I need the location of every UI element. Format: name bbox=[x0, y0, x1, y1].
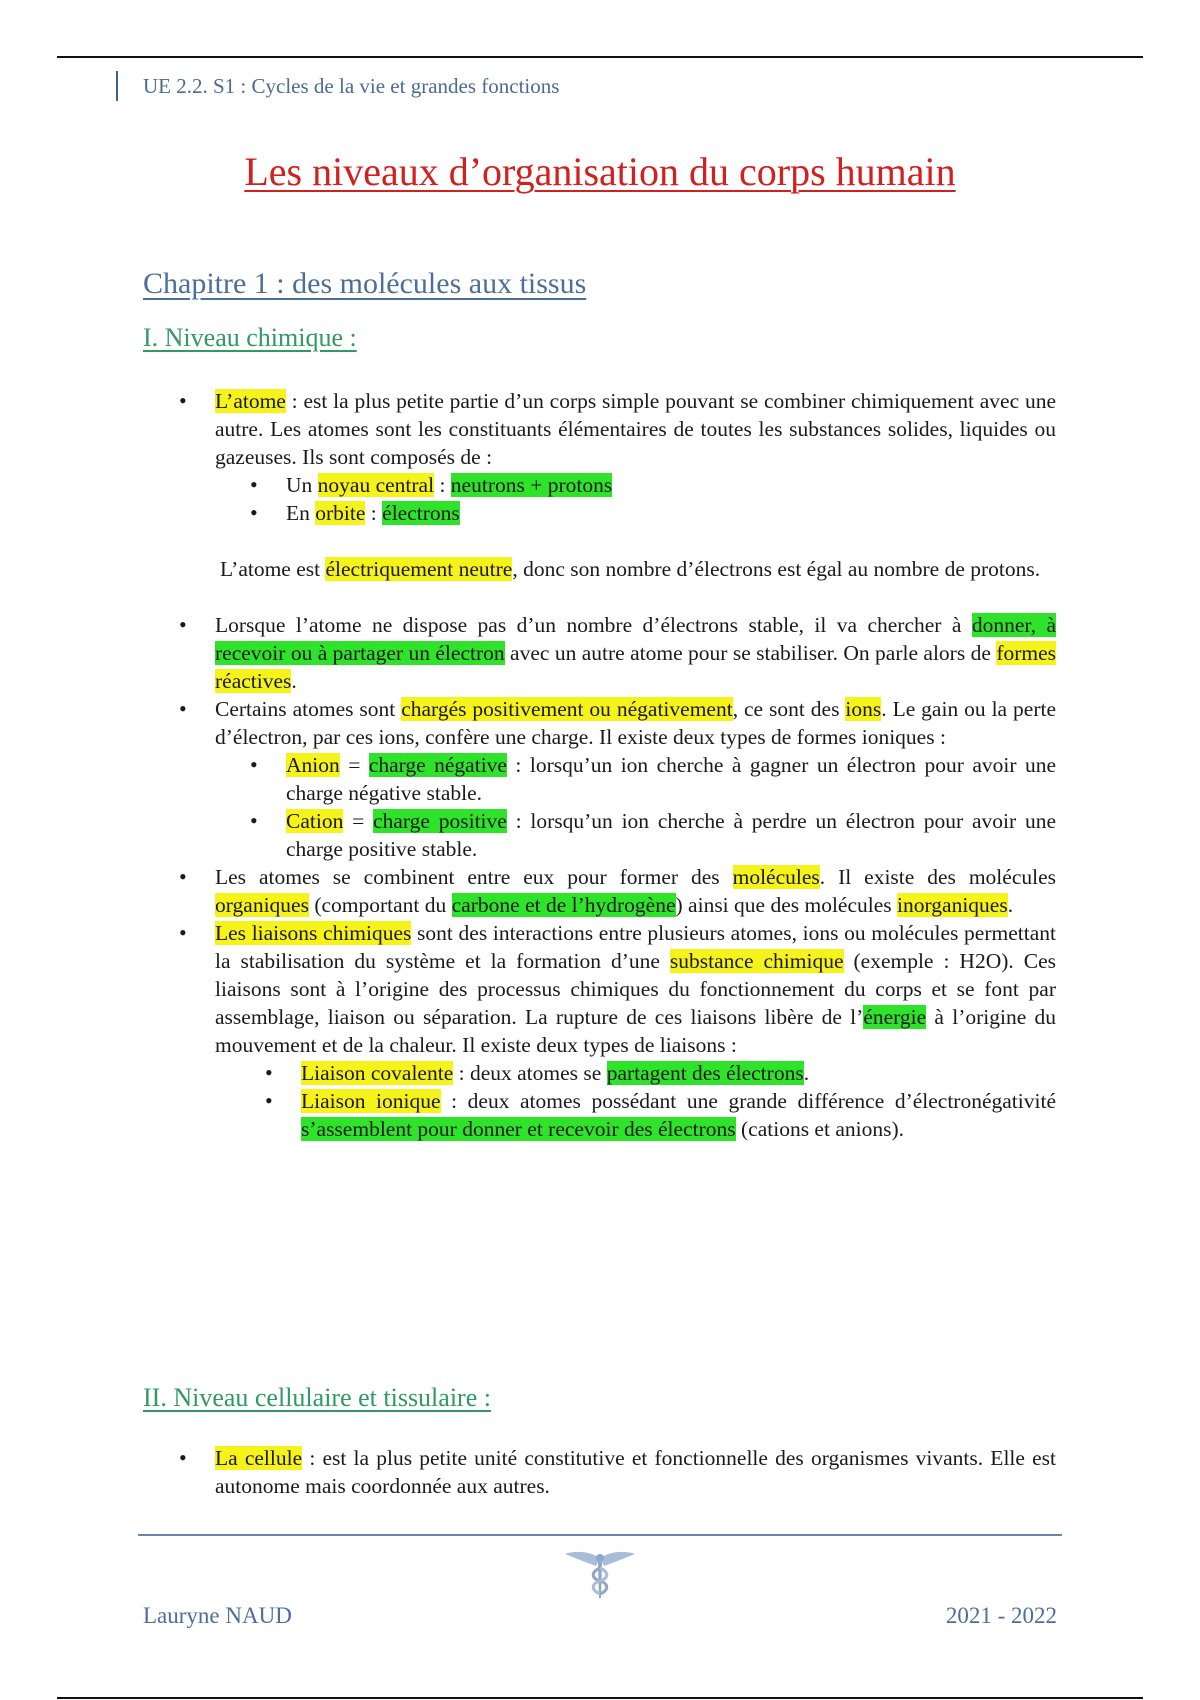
term-formes-reactives: formes réactives bbox=[215, 641, 1057, 693]
bullet-ions: • Certains atomes sont chargés positivement ou négativement, ce sont des ions. Le gain ou la perte d’électron, par ces ions, confère une charge. Il existe deux types de formes ioniques : bbox=[143, 695, 1056, 751]
document-title: Les niveaux d’organisation du corps humain bbox=[244, 149, 956, 194]
term-anion: Anion bbox=[286, 753, 340, 777]
term-liaisons-chimiques: Les liaisons chimiques bbox=[215, 921, 412, 945]
paragraph-neutre: L’atome est électriquement neutre, donc son nombre d’électrons est égal au nombre de protons. bbox=[220, 557, 1041, 581]
term-neutre: électriquement neutre bbox=[325, 557, 513, 581]
term-cellule: La cellule bbox=[215, 1446, 303, 1470]
term-orbite: orbite bbox=[315, 501, 366, 525]
term-organiques: organiques bbox=[215, 893, 309, 917]
bullet-cellule: • La cellule : est la plus petite unité constitutive et fonctionnelle des organismes vivants. Elle est autonome mais coordonnée aux autres. bbox=[143, 1444, 1056, 1500]
section-chemical-content bbox=[143, 387, 1056, 1143]
sub-bullet-orbite: • En orbite : électrons bbox=[143, 499, 1056, 527]
page-header bbox=[116, 71, 559, 101]
sub-bullet-noyau: • Un noyau central : neutrons + protons bbox=[143, 471, 1056, 499]
section-heading-cellular: II. Niveau cellulaire et tissulaire : bbox=[143, 1383, 491, 1412]
sub-bullet-covalente: • Liaison covalente : deux atomes se partagent des électrons. bbox=[143, 1059, 1056, 1087]
chapter-heading: Chapitre 1 : des molécules aux tissus bbox=[143, 267, 587, 300]
course-label: UE 2.2. S1 : Cycles de la vie et grandes fonctions bbox=[143, 73, 560, 98]
top-rule bbox=[57, 56, 1143, 58]
term-inorganiques: inorganiques bbox=[897, 893, 1008, 917]
section-cellular-content bbox=[143, 1444, 1056, 1500]
value-noyau: neutrons + protons bbox=[450, 473, 613, 497]
bullet-formes-reactives: • Lorsque l’atome ne dispose pas d’un nombre d’électrons stable, il va chercher à donner, à recevoir ou à partager un électron avec un autre atome pour se stabiliser. On parle alors de formes réactives. bbox=[143, 611, 1056, 695]
bullet-atome: • L’atome : est la plus petite partie d’un corps simple pouvant se combiner chimiquement avec une autre. Les atomes sont les constituants élémentaires de toutes les substances solides, liquides ou gazeuses. Ils sont composés de : bbox=[143, 387, 1056, 471]
value-orbite: électrons bbox=[382, 501, 460, 525]
value-covalente: partagent des électrons bbox=[606, 1061, 804, 1085]
sub-bullet-anion: • Anion = charge négative : lorsqu’un ion cherche à gagner un électron pour avoir une charge négative stable. bbox=[143, 751, 1056, 807]
term-charges: chargés positivement ou négativement bbox=[401, 697, 733, 721]
term-carbone-hydrogene: carbone et de l’hydrogène bbox=[451, 893, 676, 917]
term-donner-recevoir: donner, à recevoir ou à partager un électron bbox=[215, 613, 1056, 665]
bullet-liaisons: • Les liaisons chimiques sont des interactions entre plusieurs atomes, ions ou molécules permettant la stabilisation du système et la formation d’une substance chimique (exemple : H2O). Ces liaisons sont à l’origine des processus chimiques du fonctionnement du corps et se font par assemblage, liaison ou séparation. La rupture de ces liaisons libère de l’énergie à l’origine du mouvement et de la chaleur. Il existe deux types de liaisons : bbox=[143, 919, 1056, 1059]
term-substance-chimique: substance chimique bbox=[669, 949, 844, 973]
value-ionique: s’assemblent pour donner et recevoir des électrons bbox=[301, 1117, 736, 1141]
term-covalente: Liaison covalente bbox=[301, 1061, 454, 1085]
sub-bullet-ionique: • Liaison ionique : deux atomes possédant une grande différence d’électronégativité s’assemblent pour donner et recevoir des électrons (cations et anions). bbox=[143, 1087, 1056, 1143]
bottom-rule bbox=[57, 1697, 1143, 1699]
term-atome: L’atome bbox=[215, 389, 286, 413]
value-cation: charge positive bbox=[373, 809, 507, 833]
sub-bullet-cation: • Cation = charge positive : lorsqu’un ion cherche à perdre un électron pour avoir une charge positive stable. bbox=[143, 807, 1056, 863]
author-name: Lauryne NAUD bbox=[143, 1603, 292, 1628]
term-molecules: molécules bbox=[732, 865, 820, 889]
section-heading-chemical: I. Niveau chimique : bbox=[143, 323, 357, 352]
bullet-molecules: • Les atomes se combinent entre eux pour former des molécules. Il existe des molécules organiques (comportant du carbone et de l’hydrogène) ainsi que des molécules inorganiques. bbox=[143, 863, 1056, 919]
term-ionique: Liaison ionique bbox=[301, 1089, 441, 1113]
term-ions: ions bbox=[845, 697, 882, 721]
school-year: 2021 - 2022 bbox=[945, 1603, 1057, 1628]
term-noyau: noyau central bbox=[317, 473, 435, 497]
caduceus-logo-icon bbox=[563, 1548, 637, 1605]
footer-rule bbox=[138, 1534, 1062, 1536]
term-cation: Cation bbox=[286, 809, 344, 833]
header-accent-bar bbox=[116, 71, 118, 101]
value-anion: charge négative bbox=[368, 753, 507, 777]
term-energie: énergie bbox=[863, 1005, 927, 1029]
